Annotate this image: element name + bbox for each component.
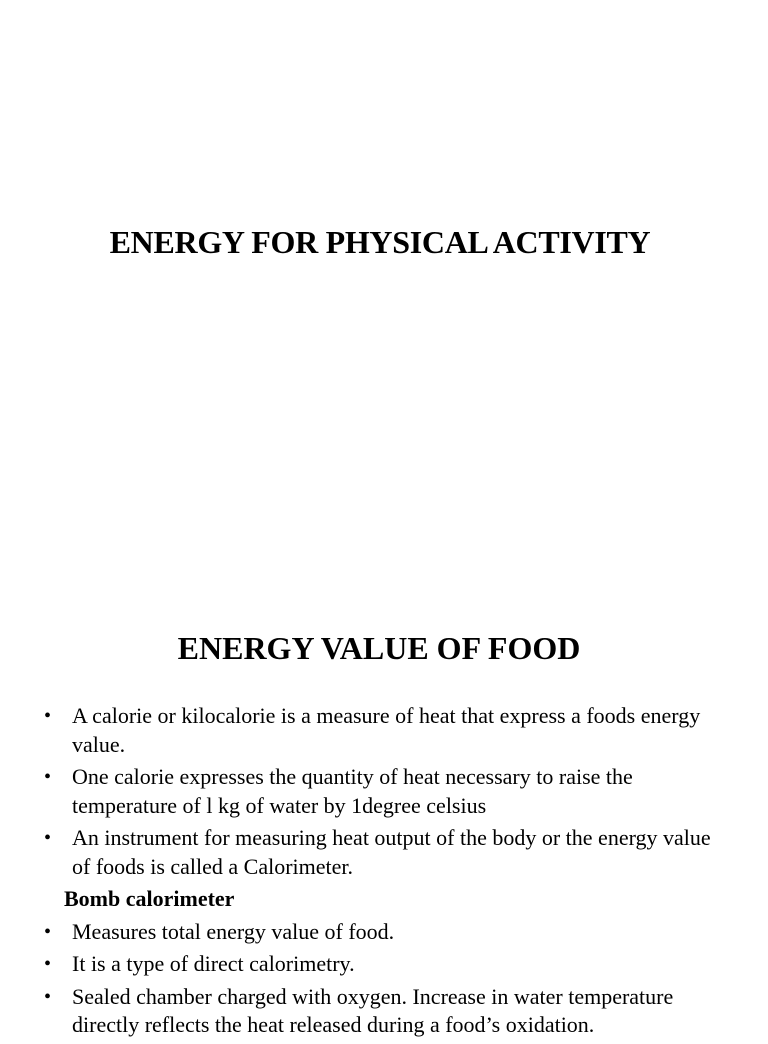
- list-item: [0, 824, 768, 881]
- list-item-text: Measures total energy value of food.: [72, 918, 395, 944]
- list-item-text: A calorie or kilocalorie is a measure of heat that express a foods energy value.: [72, 703, 701, 757]
- sub-heading: Bomb calorimeter: [64, 886, 235, 911]
- slide-1-title: ENERGY FOR PHYSICAL ACTIVITY: [109, 224, 651, 260]
- list-item-text: One calorie expresses the quantity of heat necessary to raise the temperature of l kg of water by 1degree celsius: [72, 764, 633, 818]
- bullet-icon: •: [44, 766, 52, 788]
- list-item: [0, 702, 768, 759]
- bullet-icon: •: [44, 827, 52, 849]
- list-item-text: It is a type of direct calorimetry.: [72, 951, 355, 976]
- list-item: [0, 918, 768, 947]
- slide-2-title: ENERGY VALUE OF FOOD: [177, 630, 581, 666]
- bullet-icon: •: [44, 953, 52, 975]
- list-item: [0, 983, 768, 1040]
- bullet-list: [0, 702, 768, 1044]
- list-item-text: Sealed chamber charged with oxygen. Increase in water temperature directly reflects the heat released during a food’s oxidation.: [72, 983, 674, 1037]
- bullet-icon: •: [44, 985, 52, 1008]
- list-item-text: An instrument for measuring heat output of the body or the energy value of foods is called a Calorimeter.: [72, 825, 711, 879]
- list-item: [0, 950, 768, 979]
- list-item: [0, 763, 768, 820]
- slide-2: [0, 576, 768, 1037]
- bullet-icon: •: [44, 920, 52, 943]
- bullet-icon: •: [44, 705, 52, 727]
